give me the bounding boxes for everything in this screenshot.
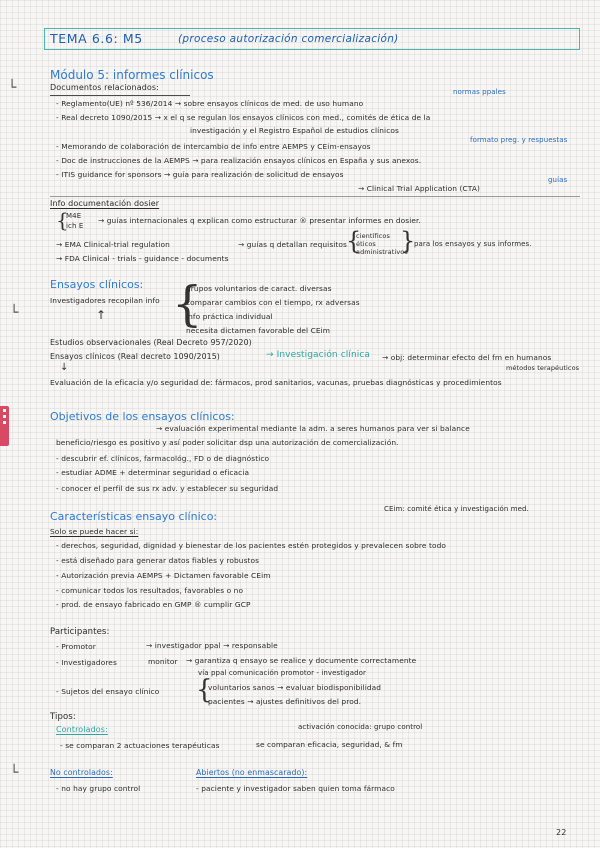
ensayo-item: info práctica individual [186,312,273,321]
paciente-text: - paciente y investigador saben quien toma fármaco [196,784,395,793]
objetivo-text: → obj: determinar efecto del fm en humanos [382,353,552,362]
caracteristica-line: - está diseñado para generar datos fiables y robustos [56,556,260,565]
caracteristica-line: - derechos, seguridad, dignidad y bienestar de los pacientes estén protegidos y prevalecen sobre todo [56,541,447,550]
ensayo-item: necesita dictamen favorable del CEim [186,326,331,335]
req-item: administrativos [356,248,408,256]
sujetos-text: - Sujetos del ensayo clínico [56,687,160,696]
caracteristicas-intro: Solo se puede hacer si: [50,527,139,536]
controlados-line: - se comparan 2 actuaciones terapéuticas [60,741,220,750]
ensayo-item: grupos voluntarios de caract. diversas [186,284,332,293]
metodos-text: métodos terapéuticos [506,364,580,372]
note-normas: normas ppales [453,88,506,96]
ceim-note: CEim: comité ética y investigación med. [384,505,529,513]
m4e-label: M4E [66,212,82,220]
investigacion-text: → Investigación clínica [266,350,371,360]
objetivo-line: - descubrir ef. clínicos, farmacológ., FD o de diagnóstico [56,454,270,463]
brace: { [172,276,203,332]
tipos-heading: Tipos: [50,712,76,722]
ensayos-clinicos-text: Ensayos clínicos (Real decreto 1090/2015) [50,352,220,361]
margin-tick: └ [8,80,17,96]
req-item: científicos [356,232,390,240]
abiertos-label: Abiertos (no enmascarado): [196,768,308,777]
promotor-text: - Promotor [56,642,96,651]
monitor-text: → garantiza q ensayo se realice y documente correctamente [186,656,417,665]
objetivo-line: → evaluación experimental mediante la adm. a seres humanos para ver si balance [156,424,470,433]
doc-line: - Reglamento(UE) nº 536/2014 → sobre ensayos clínicos de med. de uso humano [56,99,364,108]
promotor-arrow-text: → investigador ppal → responsable [146,641,278,650]
caracteristica-line: - Autorización previa AEMPS + Dictamen favorable CEim [56,571,271,580]
brace: { [56,208,69,232]
ema-text: → EMA Clinical-trial regulation [56,240,170,249]
section-heading-objetivos: Objetivos de los ensayos clínicos: [50,410,235,423]
pacientes-text: pacientes → ajustes definitivos del prod. [208,697,362,706]
investigadores-label: - Investigadores [56,658,117,667]
compara-text: se comparan eficacia, seguridad, & fm [256,740,403,749]
brace: } [400,227,416,255]
doc-line: - ITIS guidance for sponsors → guía para realización de solicitud de ensayos [56,170,344,179]
doc-line: - Doc de instrucciones de la AEMPS → para realización ensayos clínicos en España y sus anexos. [56,156,422,165]
no-controlados-label: No controlados: [50,768,113,777]
divider [50,95,190,96]
fda-text: → FDA Clinical - trials - guidance - documents [56,254,229,263]
doc-line: investigación y el Registro Español de estudios clínicos [190,126,399,135]
observacionales-text: Estudios observacionales (Real Decreto 957/2020) [50,338,252,347]
iche-label: ich E [66,222,84,230]
binder-tab [0,406,9,446]
investigadores-text: Investigadores recopilan info [50,296,160,305]
down-arrow-icon: ↓ [60,362,69,373]
req-item: éticos [356,240,376,248]
m4e-text: → guías internacionales q explican como estructurar ® presentar informes en dosier. [98,216,421,225]
note-guias: guías [548,176,568,184]
ensayo-item: comparar cambios con el tiempo, rx adversas [186,298,360,307]
no-grupo-text: - no hay grupo control [56,784,141,793]
margin-tick: └ [10,305,19,321]
participantes-heading: Participantes: [50,627,110,637]
objetivo-line: - conocer el perfil de sus rx adv. y establecer su seguridad [56,484,279,493]
page-title: TEMA 6.6: M5 [50,31,143,46]
ema-requisitos: → guías q detallan requisitos [238,240,347,249]
note-formato: formato preg. y respuestas [470,136,568,144]
req-result: para los ensayos y sus informes. [414,240,532,248]
objetivo-line: - estudiar ADME + determinar seguridad o eficacia [56,468,250,477]
activacion-text: activación conocida: grupo control [298,723,423,731]
docs-label: Documentos relacionados: [50,83,159,92]
page-number: 22 [556,828,567,837]
divider [50,196,580,197]
section-heading-caracteristicas: Características ensayo clínico: [50,510,218,523]
brace: { [346,227,362,255]
note-cta: → Clinical Trial Application (CTA) [358,184,480,193]
monitor-label: monitor [148,657,178,666]
evaluacion-text: Evaluación de la eficacia y/o seguridad de: fármacos, prod sanitarios, vacunas, pruebas diagnósticas y procedimientos [50,378,502,387]
margin-tick: └ [10,765,19,781]
section-heading-modulo: Módulo 5: informes clínicos [50,68,214,82]
up-arrow-icon: ↑ [96,308,107,322]
info-label: Info documentación dosier [50,199,160,208]
page-subtitle: (proceso autorización comercialización) [178,33,399,45]
via-text: vía ppal comunicación promotor - investigador [198,669,367,677]
voluntarios-text: voluntarios sanos → evaluar biodisponibilidad [208,683,382,692]
caracteristica-line: - comunicar todos los resultados, favorables o no [56,586,244,595]
controlados-label: Controlados: [56,725,108,734]
doc-line: - Real decreto 1090/2015 → x el q se regulan los ensayos clínicos con med., comités de ética de la [56,113,431,122]
section-heading-ensayos: Ensayos clínicos: [50,278,144,291]
objetivo-line: beneficio/riesgo es positivo y así poder solicitar dsp una autorización de comercialización. [56,438,399,447]
brace: { [196,675,213,705]
doc-line: - Memorando de colaboración de intercambio de info entre AEMPS y CEim-ensayos [56,142,371,151]
caracteristica-line: - prod. de ensayo fabricado en GMP ® cumplir GCP [56,600,251,609]
